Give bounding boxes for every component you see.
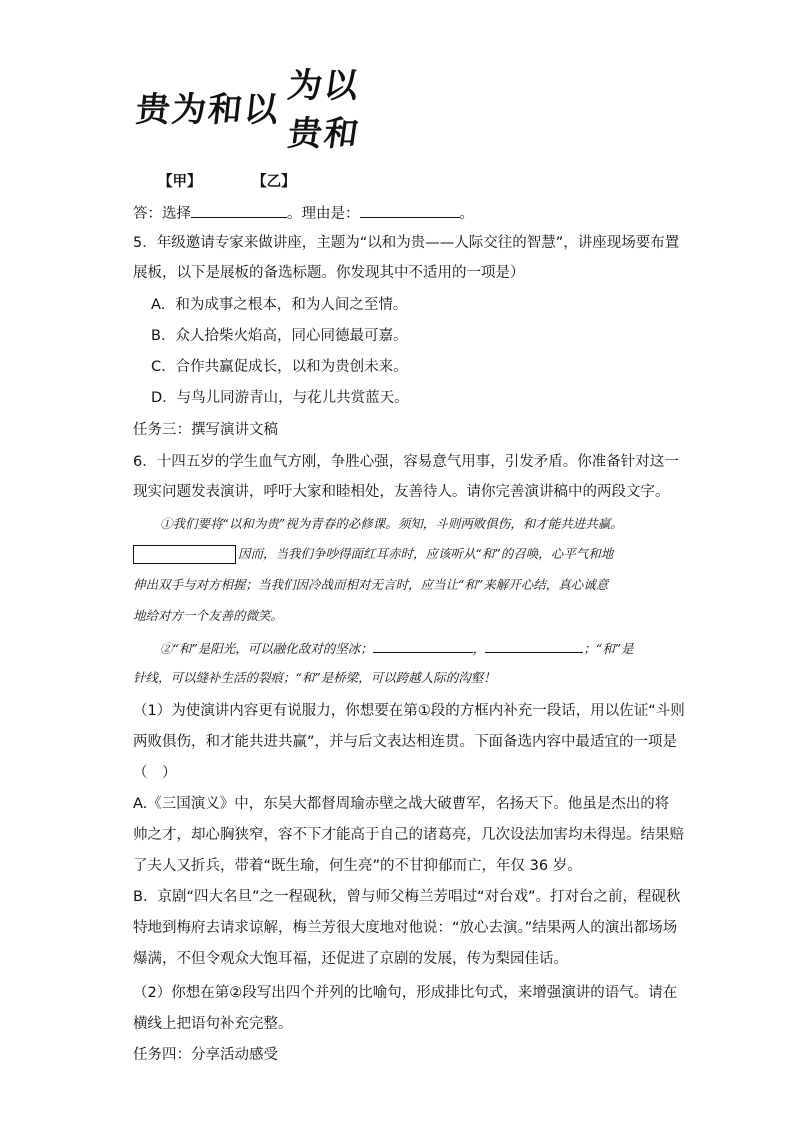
label-jia: 【甲】: [158, 174, 202, 190]
sub1-option-b-line1: B．京剧“四大名旦”之一程砚秋，曾与师父梅兰芳唱过“对台戏”。打对台之前，程砚秋: [133, 889, 681, 905]
label-yi: 【乙】: [252, 174, 296, 190]
essay-p1-line1: ①我们要将“以和为贵”视为青春的必修课。须知，斗则两败俱伤，和才能共进共赢。: [160, 516, 623, 531]
essay-p1-line3: 伸出双手与对方相握；当我们因冷战而相对无言时，应当让“和”来解开心结，真心诚意: [133, 577, 609, 592]
q5-option-b[interactable]: B．众人拾柴火焰高，同心同德最可嘉。: [151, 328, 408, 344]
q5-option-a[interactable]: A．和为成事之根本，和为人间之至情。: [151, 297, 408, 313]
essay-p1-line2: 因而，当我们争吵得面红耳赤时，应该听从“和”的召唤，心平气和地: [238, 546, 614, 561]
answer-prefix: 答：选择: [133, 206, 191, 222]
essay-p2-b: ，: [472, 641, 486, 656]
task4-heading: 任务四：分享活动感受: [133, 1047, 278, 1063]
sub1-line2: 两败俱伤，和才能共进共赢”，并与后文表达相连贯。下面备选内容中最适宜的一项是: [133, 734, 678, 750]
sub1-option-b-line3: 爆满，不但令观众大饱耳福，还促进了京剧的发展，传为梨园佳话。: [133, 951, 568, 967]
essay-fill-box[interactable]: [133, 545, 236, 564]
answer-line: [133, 202, 474, 224]
q6-stem-line1: 6．十四五岁的学生血气方刚，争胜心强，容易意气用事，引发矛盾。你准备针对这一: [133, 454, 679, 470]
q5-stem-line2: 展板，以下是展板的备选标题。你发现其中不适用的一项是）: [133, 265, 525, 281]
calligraphy-yi-line2: 贵和: [285, 114, 363, 154]
calligraphy-yi-line1: 为以: [285, 66, 363, 106]
answer-suffix: 。: [459, 206, 474, 222]
sub1-line3: （ ）: [133, 765, 177, 781]
q5-option-d[interactable]: D．与鸟儿同游青山，与花儿共赏蓝天。: [151, 390, 409, 406]
q5-stem-line1: 5．年级邀请专家来做讲座，主题为“以和为贵——人际交往的智慧”，讲座现场要布置: [133, 235, 680, 251]
essay-p1-line4: 地给对方一个友善的微笑。: [133, 608, 284, 623]
essay-p2-line2: 针线，可以缝补生活的裂痕；“和”是桥梁，可以跨越人际的沟壑！: [133, 670, 496, 685]
calligraphy-image-jia: [133, 88, 286, 138]
essay-p2-a: ②“和”是阳光，可以融化敌对的坚冰；: [160, 641, 373, 656]
sub2-line1: （2）你想在第②段写出四个并列的比喻句，形成排比句式，来增强演讲的语气。请在: [133, 985, 678, 1001]
sub1-option-b-line2: 特地到梅府去请求谅解，梅兰芳很大度地对他说：“放心去演。”结果两人的演出都场场: [133, 920, 678, 936]
sub1-option-a-line3: 了夫人又折兵，带着“既生瑜，何生亮”的不甘抑郁而亡，年仅 36 岁。: [133, 858, 582, 874]
sub1-option-a-line1: A.《三国演义》中，东吴大都督周瑜赤壁之战大破曹军，名扬天下。他虽是杰出的将: [133, 796, 670, 812]
essay-p2-c: ；“和”是: [583, 641, 634, 656]
sub1-line1: （1）为使演讲内容更有说服力，你想要在第①段的方框内补充一段话，用以佐证“斗则: [133, 703, 685, 719]
calligraphy-labels: [158, 172, 296, 192]
reason-blank[interactable]: [360, 202, 460, 218]
sub1-option-a-line2: 帅之才，却心胸狭窄，容不下才能高于自己的诸葛亮，几次设法加害均未得逞。结果赔: [133, 827, 684, 843]
metaphor-blank-1[interactable]: [373, 637, 473, 653]
metaphor-blank-2[interactable]: [485, 637, 583, 653]
choice-blank[interactable]: [191, 202, 287, 218]
task3-heading: 任务三：撰写演讲文稿: [133, 422, 278, 438]
sub2-line2: 横线上把语句补充完整。: [133, 1016, 293, 1032]
calligraphy-image-yi: [285, 66, 378, 162]
q5-option-c[interactable]: C．合作共赢促成长，以和为贵创未来。: [151, 359, 408, 375]
essay-p2-line1: [160, 637, 634, 659]
answer-middle: 。理由是：: [287, 206, 360, 222]
calligraphy-jia-text: 贵为和以: [133, 90, 283, 130]
q6-stem-line2: 现实问题发表演讲，呼吁大家和睦相处，友善待人。请你完善演讲稿中的两段文字。: [133, 484, 670, 500]
